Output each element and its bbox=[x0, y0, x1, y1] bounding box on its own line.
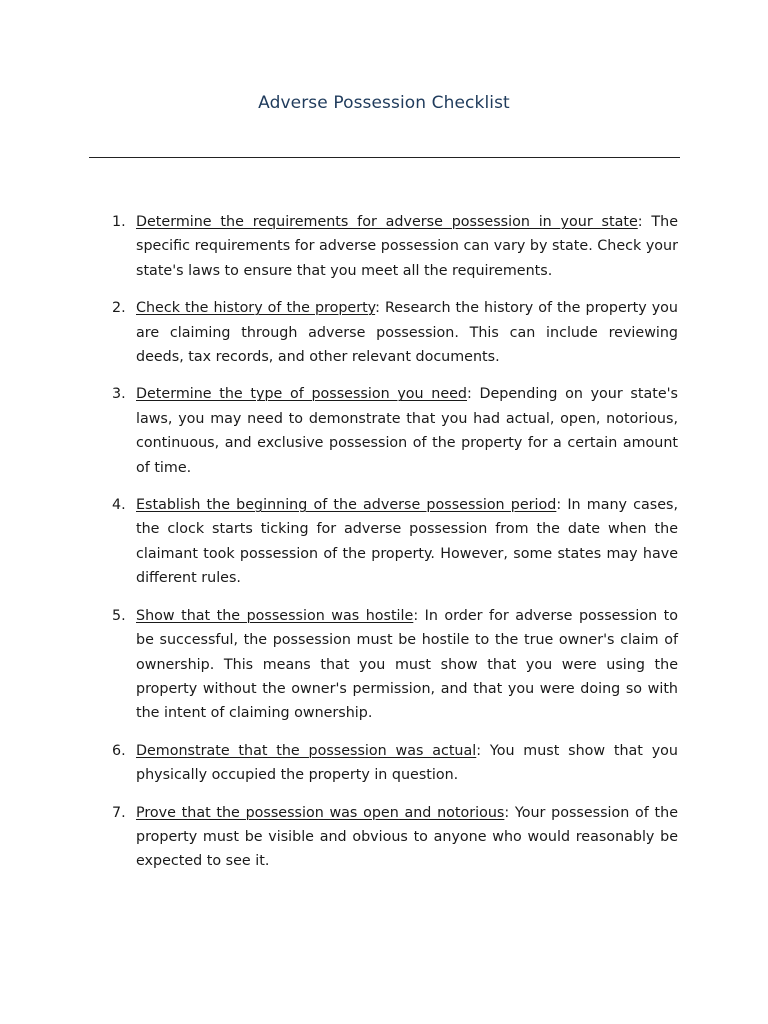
item-heading: Show that the possession was hostile bbox=[136, 607, 414, 624]
item-separator: : bbox=[637, 214, 643, 230]
item-heading: Prove that the possession was open and notorious bbox=[136, 804, 505, 821]
item-separator: : bbox=[504, 804, 510, 821]
item-heading: Check the history of the property bbox=[136, 300, 376, 317]
document-title: Adverse Possession Checklist bbox=[258, 93, 510, 113]
checklist-item bbox=[112, 493, 679, 591]
checklist-item bbox=[112, 739, 678, 788]
item-separator: : bbox=[375, 300, 380, 317]
item-heading: Determine the type of possession you need bbox=[136, 386, 467, 403]
item-text: In many cases, the clock starts ticking for adverse possession from the date when the claimant took possession of the property. However, some states may have different rules. bbox=[136, 497, 679, 587]
checklist-item bbox=[112, 382, 678, 480]
item-number: 6. bbox=[112, 742, 126, 759]
checklist-item bbox=[112, 210, 678, 283]
item-number: 1. bbox=[112, 214, 126, 230]
item-number: 5. bbox=[112, 607, 126, 624]
item-number: 3. bbox=[112, 386, 126, 403]
checklist-item bbox=[112, 296, 678, 369]
checklist-item bbox=[112, 801, 679, 874]
item-text: Your possession of the property must be visible and obvious to anyone who would reasonably be expected to see it. bbox=[136, 804, 679, 870]
item-separator: : bbox=[413, 607, 419, 624]
item-separator: : bbox=[467, 386, 472, 403]
item-text: In order for adverse possession to be successful, the possession must be hostile to the true owner's claim of ownership. This means that you must show that you were using the property without the owner's permission, and that you were doing so with the intent of claiming ownership. bbox=[136, 607, 678, 722]
item-heading: Determine the requirements for adverse possession in your state bbox=[136, 214, 638, 230]
item-number: 4. bbox=[112, 497, 126, 514]
item-heading: Demonstrate that the possession was actual bbox=[136, 742, 477, 759]
title-divider bbox=[89, 157, 680, 158]
item-number: 2. bbox=[112, 300, 126, 317]
item-separator: : bbox=[476, 742, 482, 759]
item-text: The specific requirements for adverse possession can vary by state. Check your state's laws to ensure that you meet all the requirements. bbox=[136, 214, 678, 279]
item-text: You must show that you physically occupied the property in question. bbox=[136, 742, 678, 784]
item-text: Depending on your state's laws, you may need to demonstrate that you had actual, open, notorious, continuous, and exclusive possession of the property for a certain amount of time. bbox=[136, 386, 678, 476]
checklist-item bbox=[112, 604, 678, 726]
item-separator: : bbox=[556, 497, 562, 514]
item-heading: Establish the beginning of the adverse possession period bbox=[136, 497, 557, 514]
item-number: 7. bbox=[112, 804, 126, 821]
checklist bbox=[0, 210, 678, 887]
item-text: Research the history of the property you are claiming through adverse possession. This can include reviewing deeds, tax records, and other relevant documents. bbox=[136, 300, 678, 366]
